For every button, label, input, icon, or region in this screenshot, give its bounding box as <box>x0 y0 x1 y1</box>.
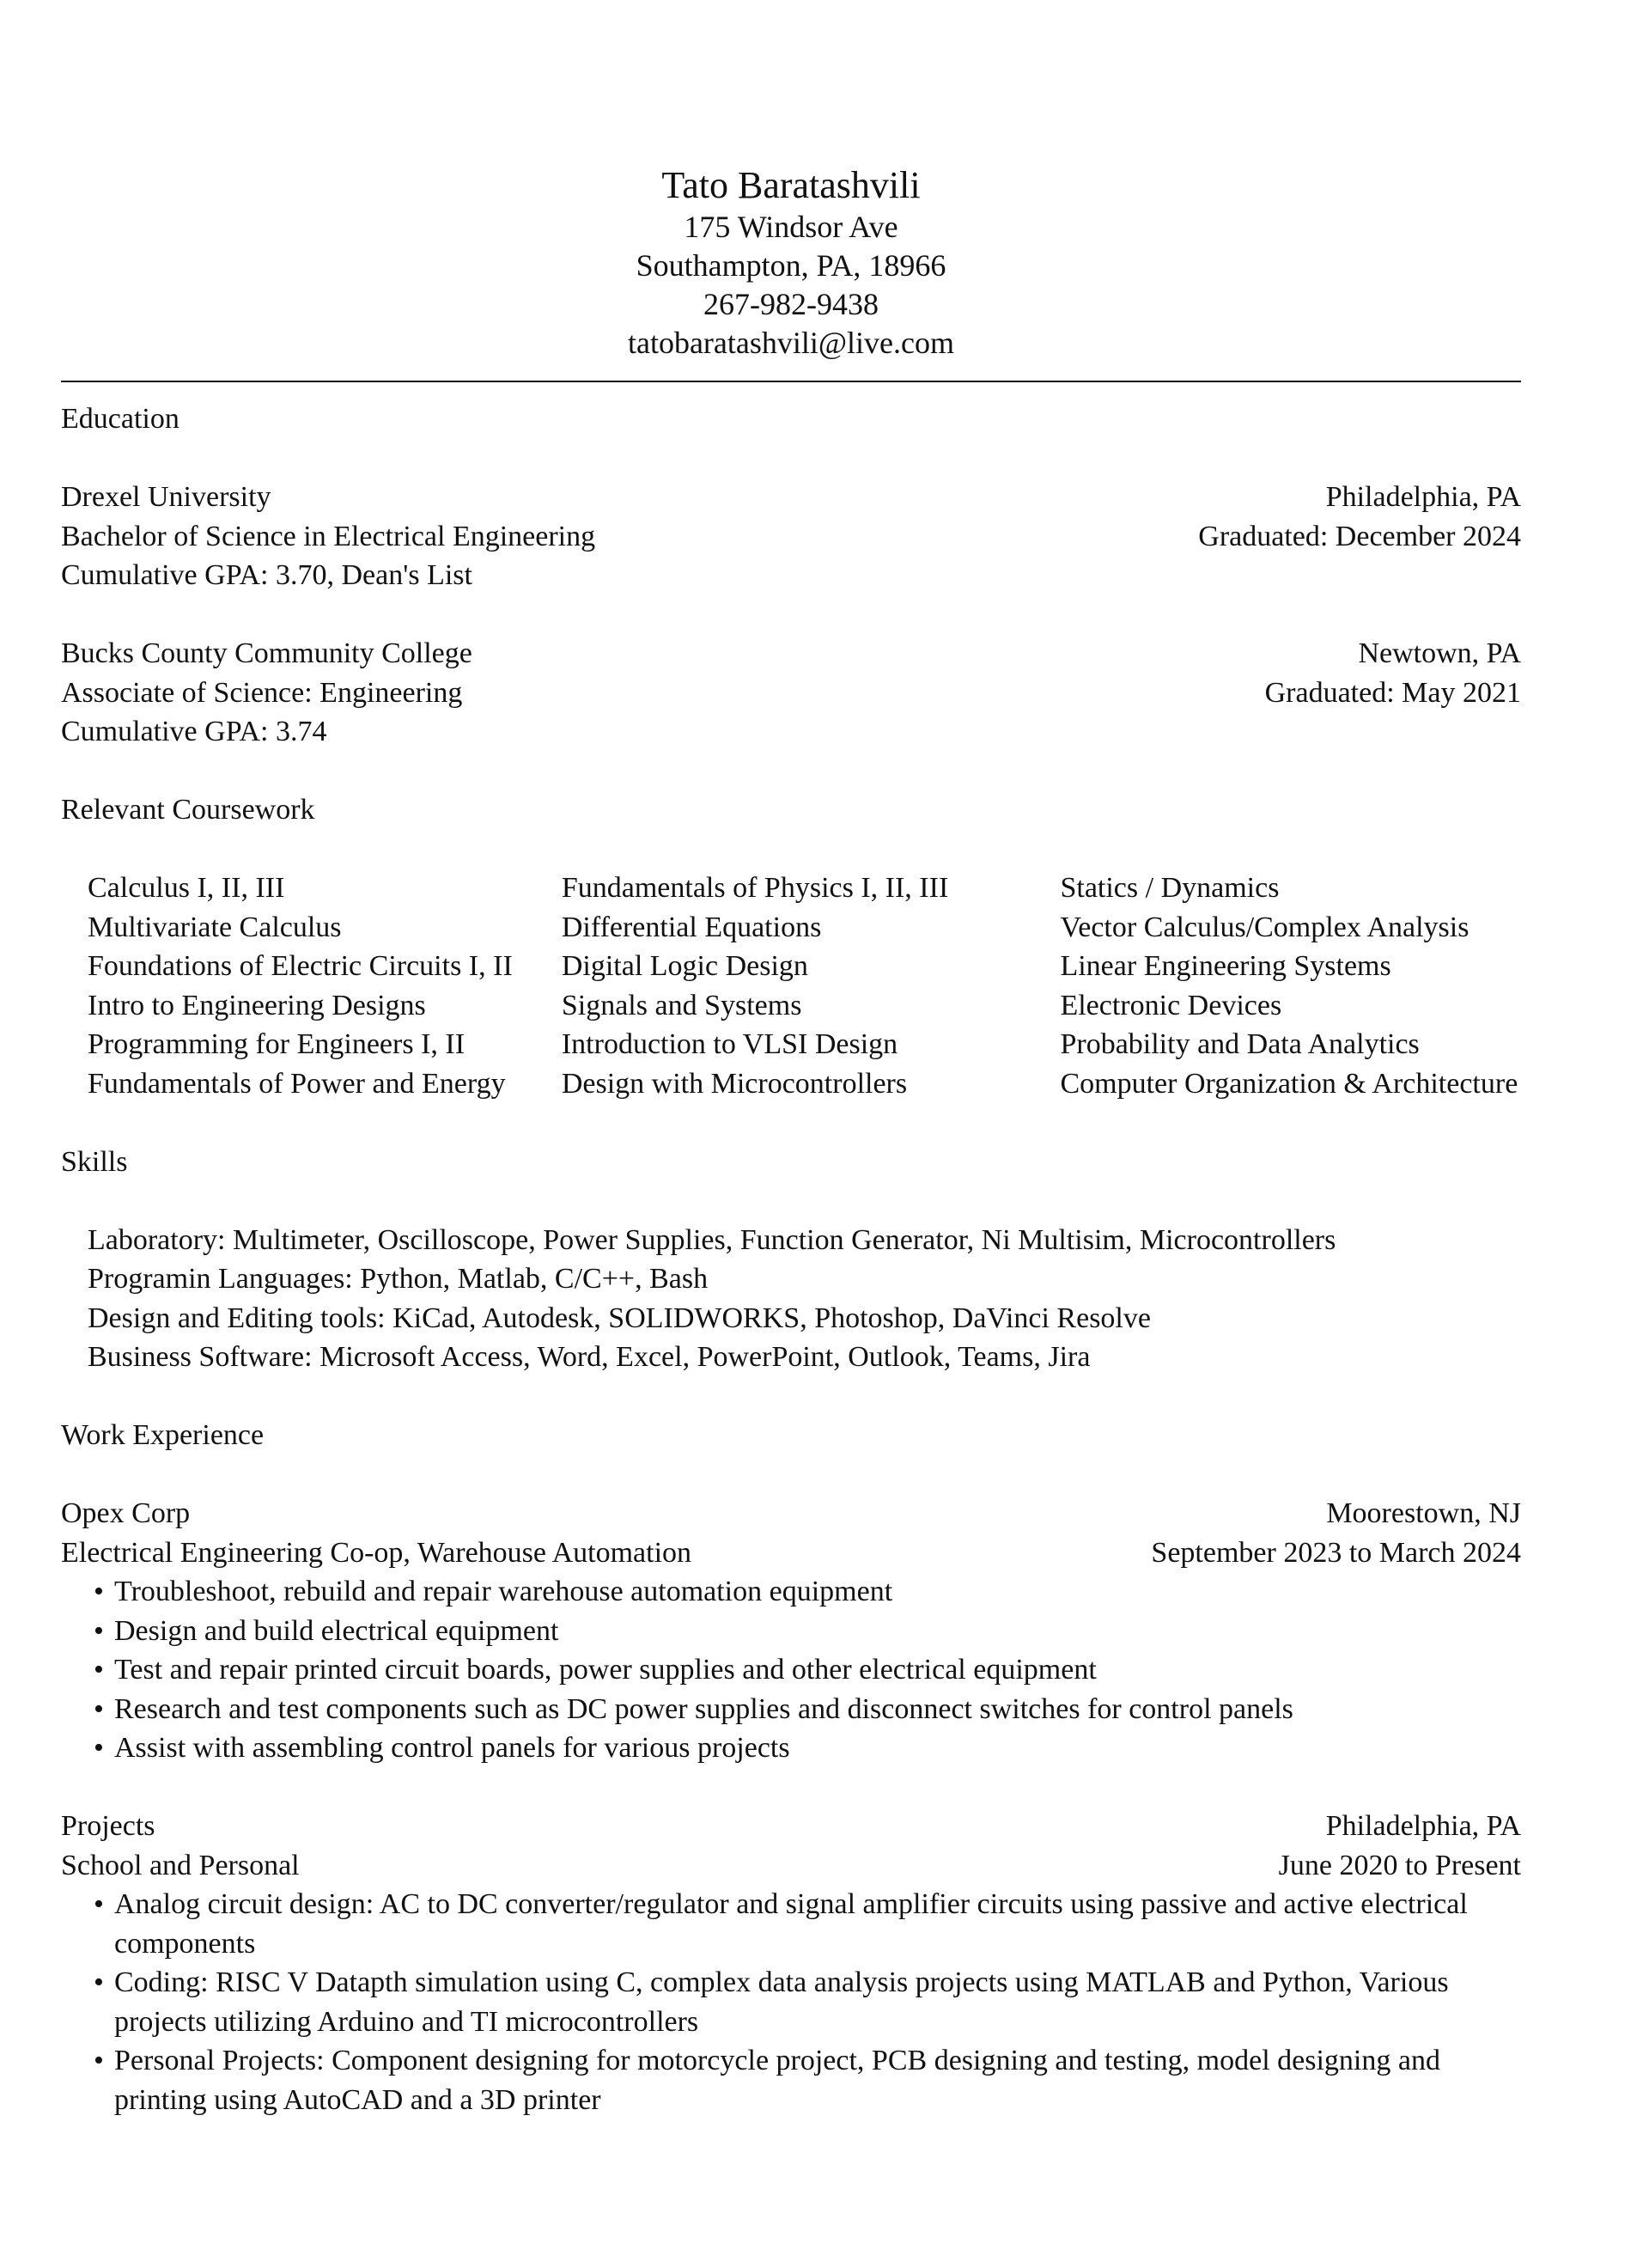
coursework-column-3 <box>1060 869 1521 1103</box>
projects-row-1 <box>61 1807 1521 1846</box>
work-bullet-text: Research and test components such as DC power supplies and disconnect switches for control panels <box>114 1692 1293 1725</box>
course-item: Programming for Engineers I, II <box>88 1028 465 1060</box>
email-address: tatobaratashvili@live.com <box>627 326 955 360</box>
coursework-grid <box>61 869 1521 1103</box>
skills-heading: Skills <box>61 1145 128 1178</box>
bucks-date: Graduated: May 2021 <box>1264 676 1521 709</box>
work-bullet <box>61 1650 1521 1690</box>
bucks-row-1 <box>61 634 1521 674</box>
course-item: Multivariate Calculus <box>88 911 342 943</box>
header-divider <box>61 381 1521 382</box>
work-bullet-text: Design and build electrical equipment <box>114 1614 559 1647</box>
projects-dates: June 2020 to Present <box>1278 1849 1521 1881</box>
resume-body <box>61 399 1521 2119</box>
coursework-heading: Relevant Coursework <box>61 794 315 826</box>
work-location: Moorestown, NJ <box>1326 1497 1521 1529</box>
project-bullet <box>61 1963 1521 2041</box>
work-dates: September 2023 to March 2024 <box>1151 1536 1521 1569</box>
work-bullet-text: Assist with assembling control panels for various projects <box>114 1732 790 1764</box>
course-item: Design with Microcontrollers <box>561 1067 908 1100</box>
course-item: Signals and Systems <box>561 989 802 1021</box>
bucks-school: Bucks County Community College <box>61 637 472 669</box>
project-bullet-text: Personal Projects: Component designing for motorcycle project, PCB designing and testing, model designing and printing using AutoCAD and a 3D printer <box>114 2045 1440 2116</box>
bucks-row-2 <box>61 674 1521 713</box>
coursework-column-2 <box>562 869 1061 1103</box>
education-heading: Education <box>61 403 180 435</box>
bucks-location: Newtown, PA <box>1358 637 1521 669</box>
bullet-icon: • <box>94 1654 104 1686</box>
work-bullet <box>61 1690 1521 1729</box>
work-bullet-text: Test and repair printed circuit boards, power supplies and other electrical equipment <box>114 1654 1097 1686</box>
course-item: Fundamentals of Power and Energy <box>88 1067 506 1100</box>
drexel-row-1 <box>61 478 1521 517</box>
bullet-icon: • <box>94 2045 104 2076</box>
work-bullet <box>61 1728 1521 1768</box>
course-item: Digital Logic Design <box>561 950 808 982</box>
work-bullet <box>61 1572 1521 1612</box>
skill-item: Business Software: Microsoft Access, Word, Excel, PowerPoint, Outlook, Teams, Jira <box>88 1341 1091 1373</box>
course-item: Vector Calculus/Complex Analysis <box>1060 911 1469 943</box>
work-title: Electrical Engineering Co-op, Warehouse Automation <box>61 1536 692 1569</box>
drexel-gpa: Cumulative GPA: 3.70, Dean's List <box>61 559 472 591</box>
projects-subtitle: School and Personal <box>61 1849 300 1881</box>
candidate-name: Tato Baratashvili <box>661 164 921 206</box>
course-item: Foundations of Electric Circuits I, II <box>88 950 513 982</box>
skill-item: Laboratory: Multimeter, Oscilloscope, Power Supplies, Function Generator, Ni Multisim, Microcontrollers <box>88 1223 1336 1256</box>
drexel-location: Philadelphia, PA <box>1325 481 1521 513</box>
coursework-column-1 <box>88 869 562 1103</box>
work-heading: Work Experience <box>61 1419 265 1451</box>
bullet-icon: • <box>94 1614 104 1647</box>
course-item: Probability and Data Analytics <box>1060 1028 1420 1060</box>
bullet-icon: • <box>94 1576 104 1607</box>
bullet-icon: • <box>94 1888 104 1920</box>
projects-heading: Projects <box>61 1810 155 1842</box>
project-bullet-text: Analog circuit design: AC to DC converter/regulator and signal amplifier circuits using passive and active electrical components <box>114 1888 1468 1960</box>
course-item: Statics / Dynamics <box>1060 872 1280 904</box>
drexel-row-2 <box>61 517 1521 557</box>
project-bullet <box>61 1885 1521 1963</box>
resume-page <box>61 0 1521 2268</box>
drexel-degree: Bachelor of Science in Electrical Engineering <box>61 520 596 552</box>
project-bullet <box>61 2041 1521 2119</box>
skill-item: Design and Editing tools: KiCad, Autodesk, SOLIDWORKS, Photoshop, DaVinci Resolve <box>88 1302 1151 1334</box>
course-item: Electronic Devices <box>1060 989 1282 1021</box>
resume-header <box>61 163 1521 363</box>
work-company: Opex Corp <box>61 1497 191 1529</box>
bullet-icon: • <box>94 1966 104 1998</box>
course-item: Linear Engineering Systems <box>1060 950 1391 982</box>
bucks-gpa: Cumulative GPA: 3.74 <box>61 716 327 747</box>
course-item: Computer Organization & Architecture <box>1060 1067 1518 1100</box>
course-item: Differential Equations <box>561 911 822 943</box>
course-item: Fundamentals of Physics I, II, III <box>561 872 949 904</box>
work-bullet-text: Troubleshoot, rebuild and repair warehouse automation equipment <box>114 1576 893 1607</box>
address-line-2: Southampton, PA, 18966 <box>636 248 946 283</box>
bucks-degree: Associate of Science: Engineering <box>61 676 463 709</box>
phone-number: 267-982-9438 <box>703 287 879 321</box>
work-row-1 <box>61 1494 1521 1533</box>
projects-location: Philadelphia, PA <box>1325 1810 1521 1842</box>
work-bullet <box>61 1612 1521 1651</box>
drexel-school: Drexel University <box>61 481 271 513</box>
course-item: Introduction to VLSI Design <box>561 1028 898 1060</box>
address-line-1: 175 Windsor Ave <box>684 210 898 244</box>
course-item: Calculus I, II, III <box>88 872 285 904</box>
drexel-date: Graduated: December 2024 <box>1198 520 1521 552</box>
bullet-icon: • <box>94 1732 104 1764</box>
work-row-2 <box>61 1533 1521 1573</box>
skill-item: Programin Languages: Python, Matlab, C/C++, Bash <box>88 1263 709 1295</box>
projects-row-2 <box>61 1846 1521 1886</box>
bullet-icon: • <box>94 1692 104 1725</box>
course-item: Intro to Engineering Designs <box>88 989 426 1021</box>
project-bullet-text: Coding: RISC V Datapth simulation using C, complex data analysis projects using MATLAB and Python, Various projects utilizing Arduino and TI microcontrollers <box>114 1966 1449 2038</box>
